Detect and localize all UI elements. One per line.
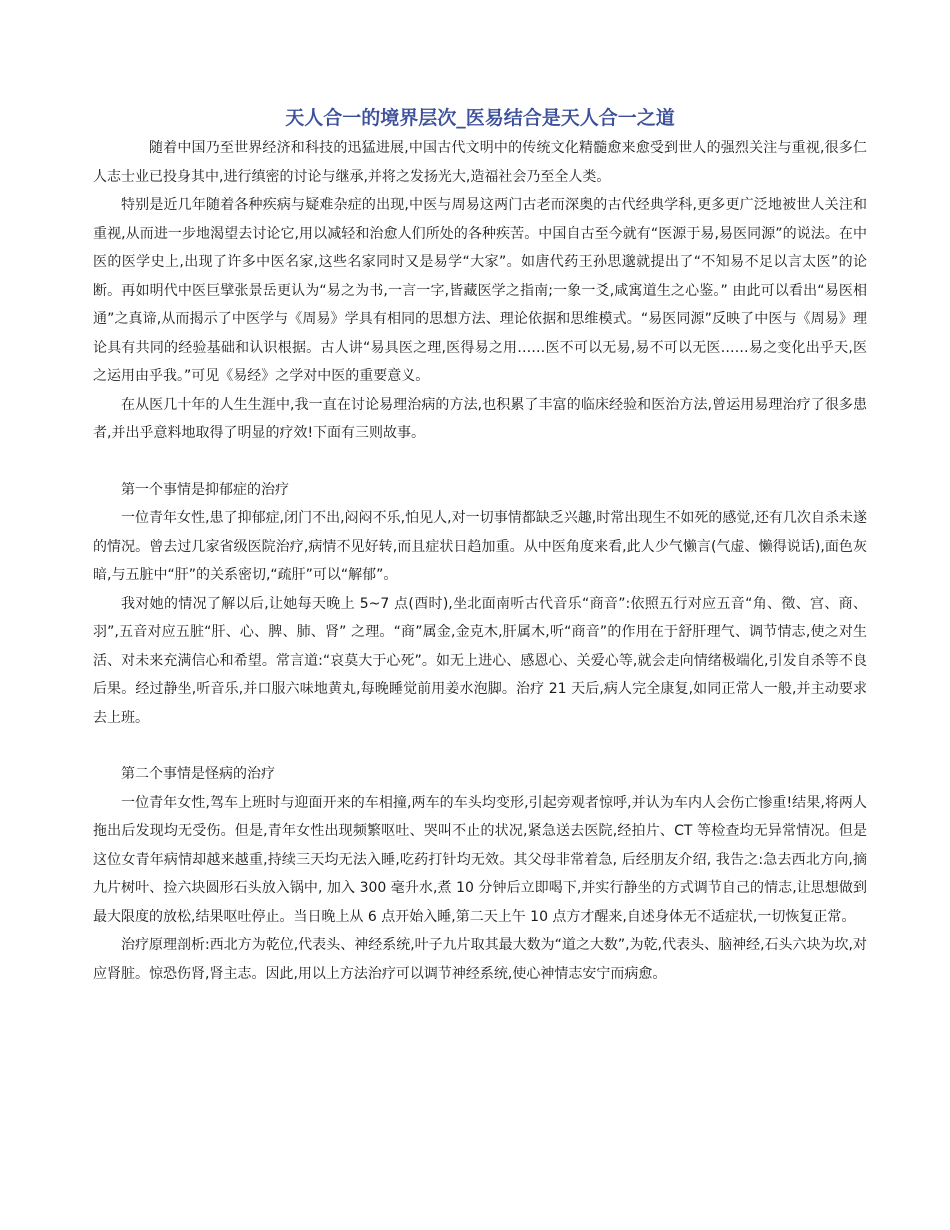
story1-paragraph-2: 我对她的情况了解以后,让她每天晚上 5~7 点(酉时),坐北面南听古代音乐“商音”:依照五行对应五音“角、徵、宫、商、羽”,五音对应五脏“肝、心、脾、肺、肾” 之理。“商”属金,金克木,肝属木,听“商音”的作用在于舒肝理气、调节情志,使之对生活、对未来充满信心和希望。常言道:“哀莫大于心死”。如无上进心、感恩心、关爱心等,就会走向情绪极端化,引发自杀等不良后果。经过静坐,听音乐,并口服六味地黄丸,每晚睡觉前用姜水泡脚。治疗 21 天后,病人完全康复,如同正常人一般,并主动要求去上班。 — [93, 595, 867, 726]
intro-paragraph-1: 随着中国乃至世界经济和科技的迅猛进展,中国古代文明中的传统文化精髓愈来愈受到世人的强烈关注与重视,很多仁人志士业已投身其中,进行缜密的讨论与继承,并将之发扬光大,造福社会乃至全人类。 — [93, 140, 867, 185]
document-title: 天人合一的境界层次_医易结合是天人合一之道 — [285, 107, 675, 129]
section-spacer — [93, 448, 867, 476]
story2-paragraph-2: 治疗原理剖析:西北方为乾位,代表头、神经系统,叶子九片取其最大数为“道之大数”,为乾,代表头、脑神经,石头六块为坎,对应肾脏。惊恐伤肾,肾主志。因此,用以上方法治疗可以调节神经系统,使心神情志安宁而病愈。 — [93, 937, 867, 982]
section-spacer — [93, 732, 867, 760]
intro-paragraph-3: 在从医几十年的人生生涯中,我一直在讨论易理治病的方法,也积累了丰富的临床经验和医治方法,曾运用易理治疗了很多患者,并出乎意料地取得了明显的疗效!下面有三则故事。 — [93, 396, 867, 441]
story1-heading: 第一个事情是抑郁症的治疗 — [121, 481, 289, 498]
intro-paragraph-2: 特别是近几年随着各种疾病与疑难杂症的出现,中医与周易这两门古老而深奥的古代经典学科,更多更广泛地被世人关注和重视,从而进一步地渴望去讨论它,用以减轻和治愈人们所处的各种疾苦。中国自古至今就有“医源于易,易医同源”的说法。在中医的医学史上,出现了许多中医名家,这些名家同时又是易学“大家”。如唐代药王孙思邈就提出了“不知易不足以言太医”的论断。再如明代中医巨擘张景岳更认为“易之为书,一言一字,皆藏医学之指南;一象一爻,咸寓道生之心鉴。” 由此可以看出“易医相通”之真谛,从而揭示了中医学与《周易》学具有相同的思想方法、理论依据和思维模式。“易医同源”反映了中医与《周易》理论具有共同的经验基础和认识根据。古人讲“易具医之理,医得易之用……医不可以无易,易不可以无医……易之变化出乎天,医之运用由乎我。”可见《易经》之学对中医的重要意义。 — [93, 197, 867, 384]
document-page — [93, 104, 867, 988]
story2-paragraph-1: 一位青年女性,驾车上班时与迎面开来的车相撞,两车的车头均变形,引起旁观者惊呼,并认为车内人会伤亡惨重!结果,将两人拖出后发现均无受伤。但是,青年女性出现频繁呕吐、哭叫不止的状况,紧急送去医院,经拍片、CT 等检查均无异常情况。但是这位女青年病情却越来越重,持续三天均无法入睡,吃药打针均无效。其父母非常着急, 后经朋友介绍, 我告之:急去西北方向,摘九片树叶、捡六块圆形石头放入锅中, 加入 300 毫升水,煮 10 分钟后立即喝下,并实行静坐的方式调节自己的情志,让思想做到最大限度的放松,结果呕吐停止。当日晚上从 6 点开始入睡,第二天上午 10 点方才醒来,自述身体无不适症状,一切恢复正常。 — [93, 794, 867, 925]
story1-paragraph-1: 一位青年女性,患了抑郁症,闭门不出,闷闷不乐,怕见人,对一切事情都缺乏兴趣,时常出现生不如死的感觉,还有几次自杀未遂的情况。曾去过几家省级医院治疗,病情不见好转,而且症状日趋加重。从中医角度来看,此人少气懒言(气虚、懒得说话),面色灰暗,与五脏中“肝”的关系密切,“疏肝”可以“解郁”。 — [93, 510, 867, 583]
story2-heading: 第二个事情是怪病的治疗 — [121, 766, 275, 782]
